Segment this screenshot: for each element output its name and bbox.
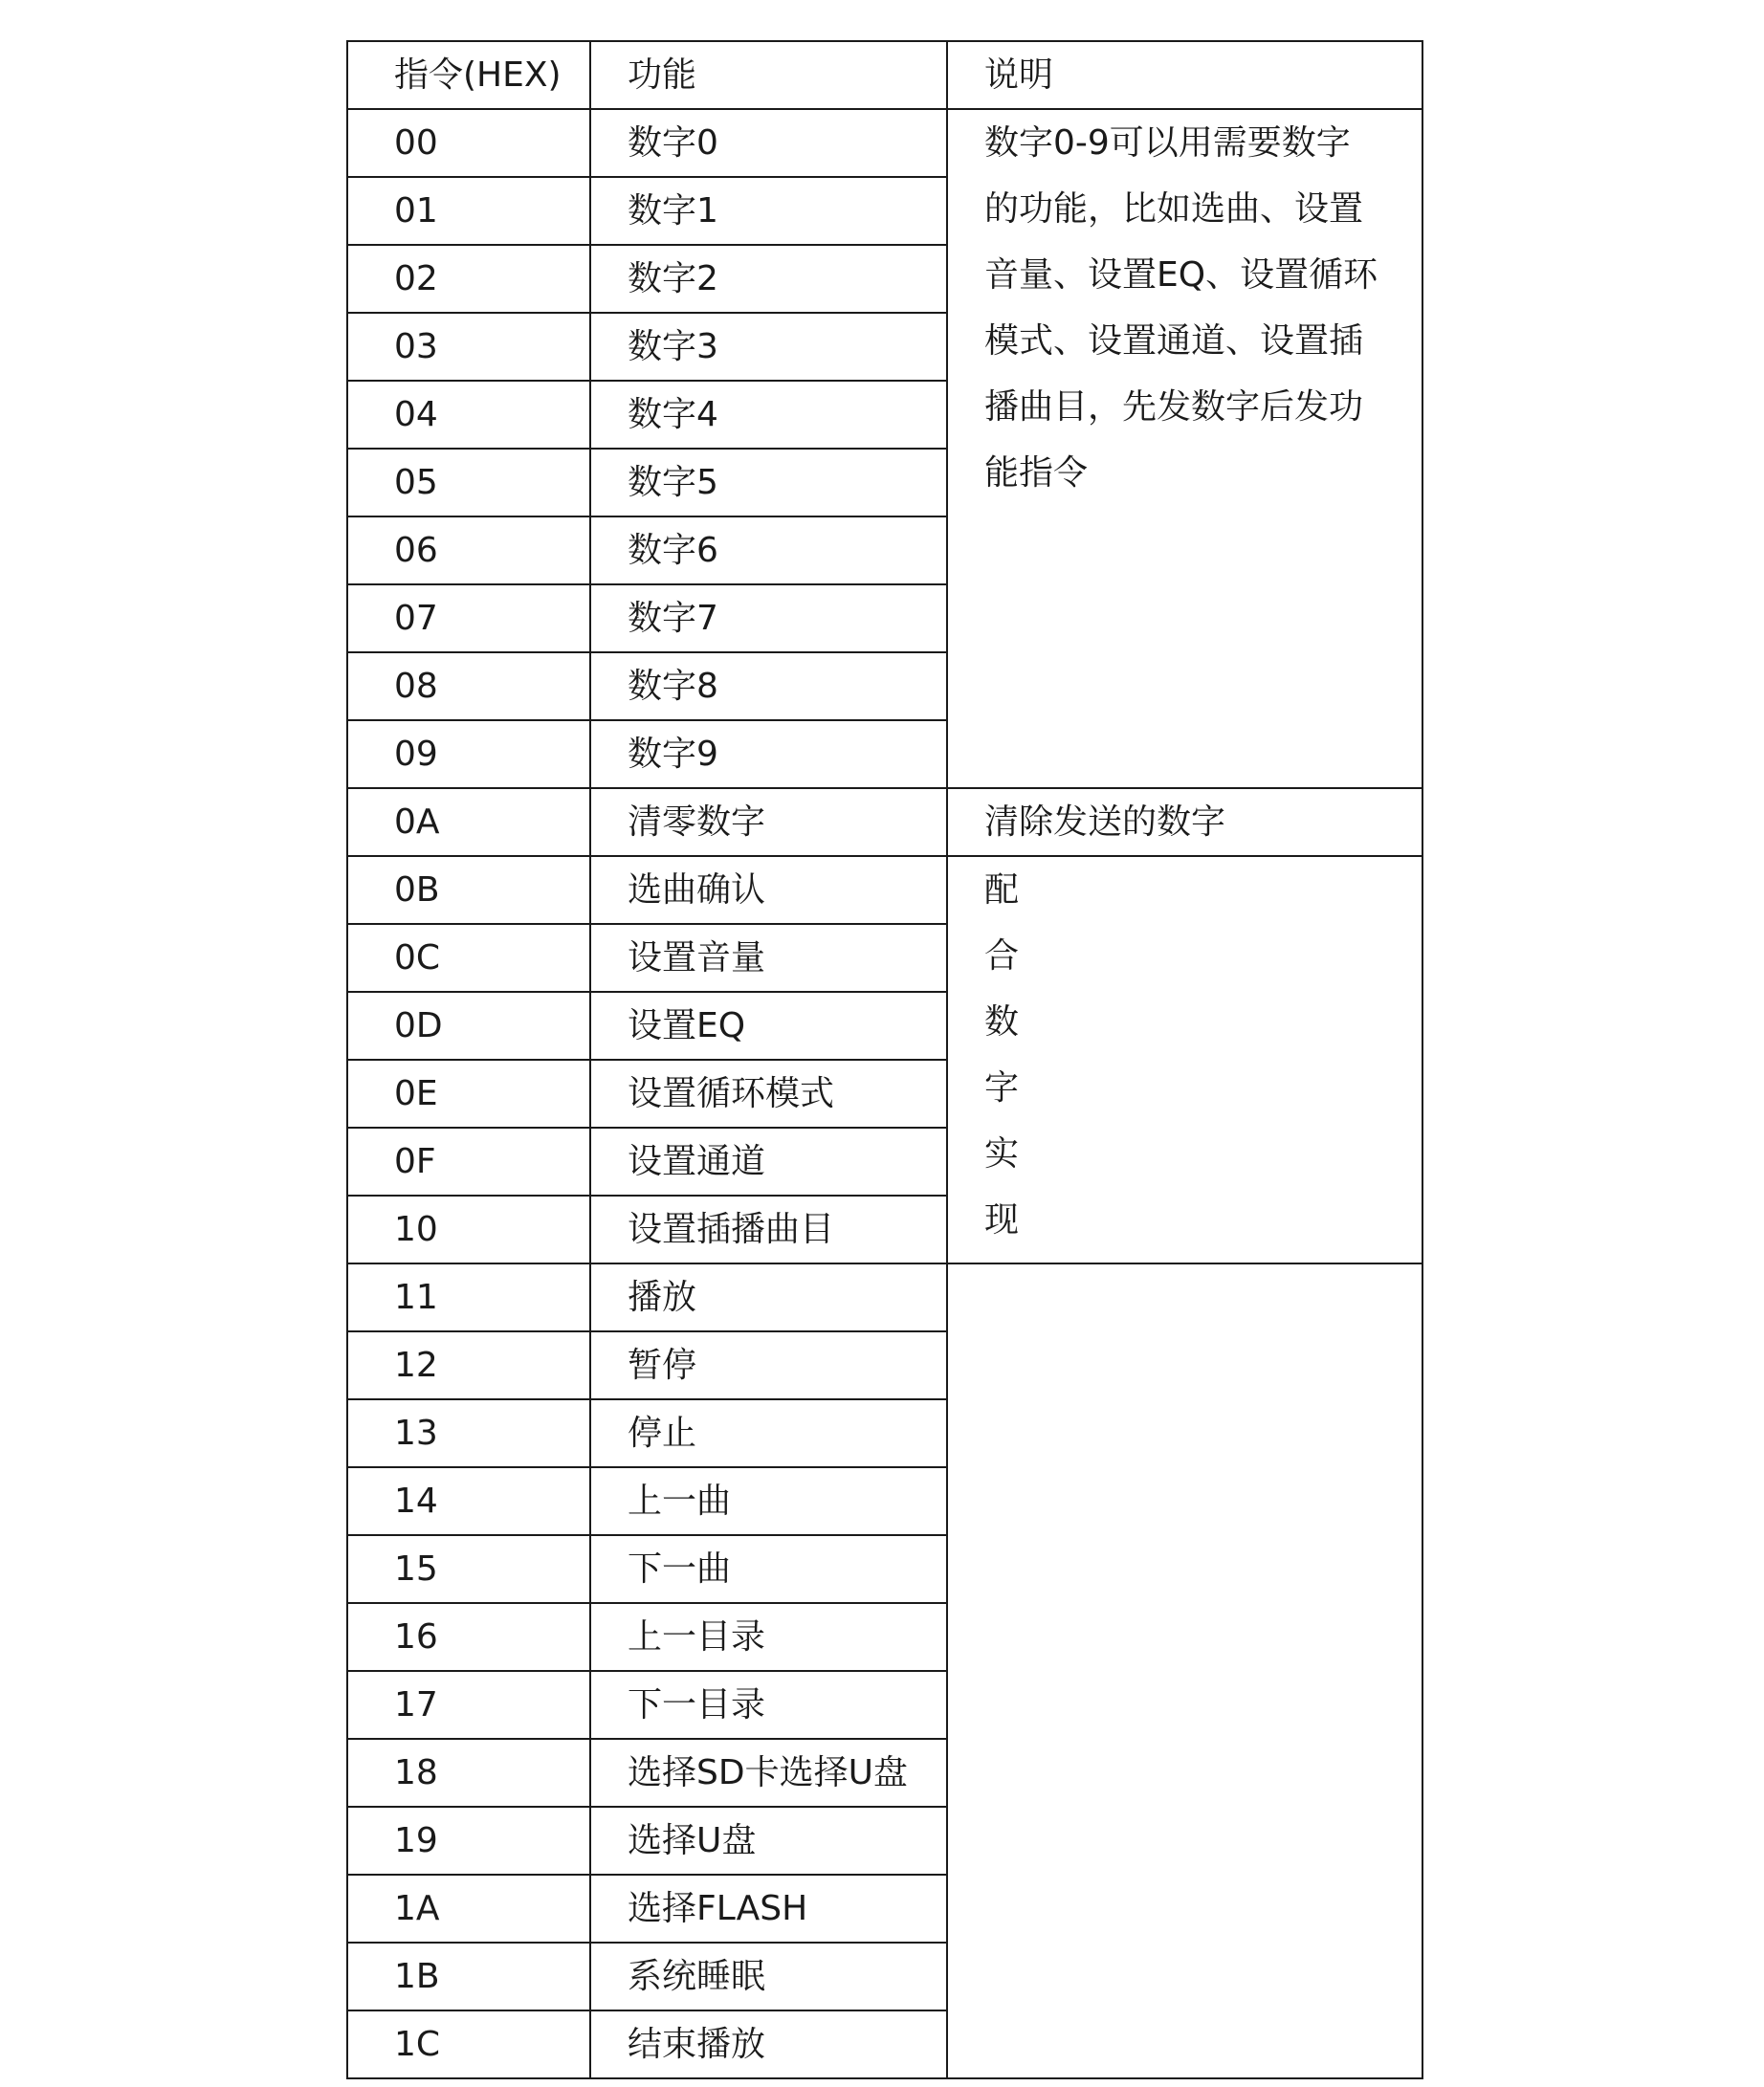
table-row [347, 856, 1422, 924]
hex-cell: 11 [347, 1263, 590, 1331]
command-table-body [347, 41, 1422, 2078]
function-cell: 上一目录 [590, 1603, 947, 1671]
function-cell: 数字9 [590, 720, 947, 788]
digits-description-cell [947, 109, 1422, 788]
description-line: 能指令 [984, 453, 1089, 493]
hex-cell: 03 [347, 313, 590, 381]
hex-cell: 0C [347, 924, 590, 992]
hex-cell: 13 [347, 1399, 590, 1467]
table-row [347, 788, 1422, 856]
hex-cell: 1A [347, 1875, 590, 1943]
header-row [347, 41, 1422, 109]
hex-cell: 09 [347, 720, 590, 788]
description-char: 实 [984, 1134, 1020, 1174]
header-description: 说明 [947, 41, 1422, 109]
hex-cell: 12 [347, 1331, 590, 1399]
function-cell: 选择FLASH [590, 1875, 947, 1943]
table-row [347, 1263, 1422, 1331]
description-line: 模式、设置通道、设置插 [984, 321, 1364, 361]
function-cell: 数字8 [590, 652, 947, 720]
table-row [347, 109, 1422, 177]
function-cell: 设置音量 [590, 924, 947, 992]
hex-cell: 18 [347, 1739, 590, 1807]
hex-cell: 01 [347, 177, 590, 245]
hex-cell: 07 [347, 584, 590, 652]
hex-cell: 04 [347, 381, 590, 449]
description-char: 配 [984, 870, 1020, 910]
hex-cell: 0E [347, 1060, 590, 1128]
function-cell: 设置EQ [590, 992, 947, 1060]
function-cell: 数字0 [590, 109, 947, 177]
hex-cell: 0F [347, 1128, 590, 1196]
description-line: 的功能，比如选曲、设置 [984, 189, 1364, 229]
function-cell: 暂停 [590, 1331, 947, 1399]
function-cell: 数字4 [590, 381, 947, 449]
function-cell: 数字3 [590, 313, 947, 381]
function-cell: 选择SD卡选择U盘 [590, 1739, 947, 1807]
description-char: 现 [984, 1200, 1020, 1240]
description-char: 数 [984, 1002, 1020, 1042]
hex-cell: 08 [347, 652, 590, 720]
function-cell: 设置通道 [590, 1128, 947, 1196]
description-line: 播曲目，先发数字后发功 [984, 387, 1364, 427]
function-cell: 结束播放 [590, 2010, 947, 2078]
hex-cell: 17 [347, 1671, 590, 1739]
hex-cell: 1C [347, 2010, 590, 2078]
hex-cell: 0B [347, 856, 590, 924]
function-cell: 上一曲 [590, 1467, 947, 1535]
hex-cell: 10 [347, 1196, 590, 1263]
combo-description-cell [947, 856, 1422, 1263]
function-cell: 下一曲 [590, 1535, 947, 1603]
function-cell: 系统睡眠 [590, 1943, 947, 2010]
function-cell: 数字2 [590, 245, 947, 313]
hex-cell: 19 [347, 1807, 590, 1875]
function-cell: 播放 [590, 1263, 947, 1331]
function-cell: 停止 [590, 1399, 947, 1467]
hex-cell: 02 [347, 245, 590, 313]
hex-cell: 0D [347, 992, 590, 1060]
hex-cell: 00 [347, 109, 590, 177]
clear-description-cell: 清除发送的数字 [947, 788, 1422, 856]
function-cell: 数字5 [590, 449, 947, 516]
description-line: 音量、设置EQ、设置循环 [984, 255, 1378, 295]
function-cell: 选择U盘 [590, 1807, 947, 1875]
hex-cell: 16 [347, 1603, 590, 1671]
hex-cell: 0A [347, 788, 590, 856]
hex-cell: 1B [347, 1943, 590, 2010]
function-cell: 数字1 [590, 177, 947, 245]
empty-description-cell [947, 1263, 1422, 2078]
function-cell: 清零数字 [590, 788, 947, 856]
function-cell: 选曲确认 [590, 856, 947, 924]
function-cell: 数字7 [590, 584, 947, 652]
header-hex: 指令(HEX) [347, 41, 590, 109]
command-table [346, 40, 1423, 2079]
description-char: 合 [984, 936, 1020, 976]
header-function: 功能 [590, 41, 947, 109]
function-cell: 设置循环模式 [590, 1060, 947, 1128]
function-cell: 设置插播曲目 [590, 1196, 947, 1263]
function-cell: 下一目录 [590, 1671, 947, 1739]
function-cell: 数字6 [590, 516, 947, 584]
hex-cell: 06 [347, 516, 590, 584]
description-line: 数字0-9可以用需要数字 [984, 123, 1351, 163]
description-char: 字 [984, 1068, 1020, 1108]
hex-cell: 14 [347, 1467, 590, 1535]
hex-cell: 15 [347, 1535, 590, 1603]
hex-cell: 05 [347, 449, 590, 516]
